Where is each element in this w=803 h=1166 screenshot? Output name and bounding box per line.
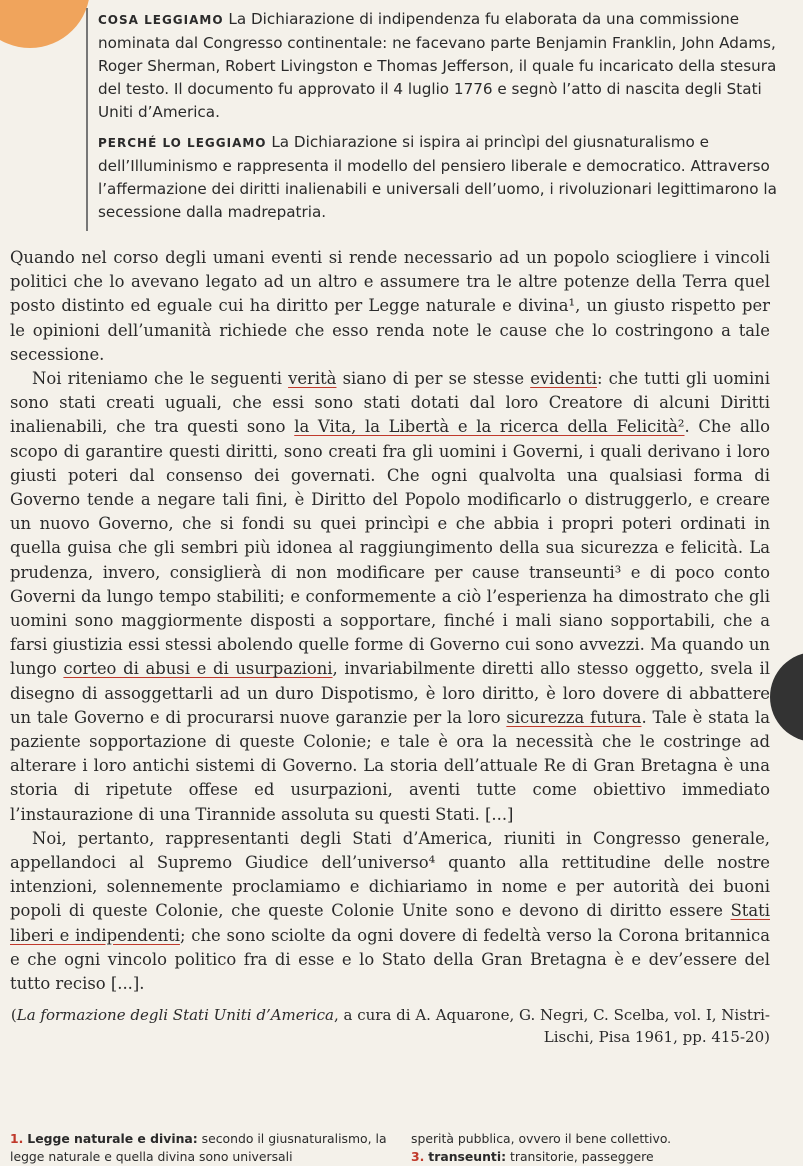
cosa-leggiamo: COSA LEGGIAMO La Dichiarazione di indipendenza fu elaborata da una commissione nominata dal Congresso continentale: ne facevano parte Benjamin Franklin, John Adams, Roger Sherman, Robert Livingston e Thomas Jefferson, il quale fu incaricato della stesura del testo. Il documento fu approvato il 4 luglio 1776 e segnò l’atto di nascita degli Stati Uniti d’America. [98,10,777,121]
intro-box [86,8,798,231]
paragraph-1: Quando nel corso degli umani eventi si rende necessario ad un popolo sciogliere i vincoli politici che lo avevano legato ad un altro e assumere tra le altre potenze della Terra quel posto distinto ed eguale cui ha diritto per Legge naturale e divina¹, un giusto rispetto per le opinioni dell’umanità richiede che esso renda note le cause che lo costringono a tale secessione. [10,248,770,364]
declaration-text [10,246,770,1048]
paragraph-2: Noi riteniamo che le seguenti verità siano di per se stesse evidenti: che tutti gli uomini sono stati creati uguali, che essi sono stati dotati dal loro Creatore di alcuni Diritti inalienabili, che tra questi sono la Vita, la Libertà e la ricerca della Felicità². Che allo scopo di garantire questi diritti, sono creati fra gli uomini i Governi, i quali derivano i loro giusti poteri dal consenso dei governati. Che ogni qualvolta una qualsiasi forma di Governo tende a negare tali fini, è Diritto del Popolo modificarlo o distruggerlo, e creare un nuovo Governo, che si fondi su quei princìpi e che abbia i propri poteri ordinati in quella guisa che gli sembri più idonea al raggiungimento della sua sicurezza e felicità. La prudenza, invero, consiglierà di non modificare per cause transeunti³ e di poco conto Governi da lungo tempo stabiliti; e conformemente a ciò l’esperienza ha dimostrato che gli uomini sono maggiormente disposti a sopportare, finché i mali siano sopportabili, che a farsi giustizia essi stessi abolendo quelle forme di Governo cui sono avvezzi. Ma quando un lungo corteo di abusi e di usurpazioni, invariabilmente diretti allo stesso oggetto, svela il disegno di assoggettarli ad un duro Dispotismo, è loro diritto, è loro dovere di abbattere un tale Governo e di procurarsi nuove garanzie per la loro sicurezza futura. Tale è stata la paziente sopportazione di queste Colonie; e tale è ora la necessità che le costringe ad alterare i loro antichi sistemi di Governo. La storia dell’attuale Re di Gran Bretagna è una storia di ripetute offese ed usurpazioni, aventi tutte come obiettivo immediato l’instaurazione di una Tirannide assoluta su questi Stati. [...] [10,369,770,824]
underline-abusi: corteo di abusi e di usurpazioni [63,659,333,679]
footnote-3: 3. transeunti: transitorie, passeggere [411,1149,654,1164]
underline-evidenti: evidenti [530,369,597,389]
underline-stati-liberi: Stati liberi e indipendenti [10,901,770,945]
underline-diritti: la Vita, la Libertà e la ricerca della Felicità² [294,417,685,437]
underline-sicurezza: sicurezza futura [506,707,642,727]
footnotes [10,1130,790,1166]
source-citation: (La formazione degli Stati Uniti d’America, a cura di A. Aquarone, G. Negri, C. Scelba, vol. I, Nistri-Lischi, Pisa 1961, pp. 415-20) [10,1006,770,1047]
page-edge-shadow [770,652,803,742]
paragraph-3: Noi, pertanto, rappresentanti degli Stati d’America, riuniti in Congresso generale, appellandoci al Supremo Giudice dell’universo⁴ quanto alla rettitudine delle nostre intenzioni, solennemente proclamiamo e dichiariamo in nome e per autorità dei buoni popoli di queste Colonie, che queste Colonie Unite sono e devono di diritto essere Stati liberi e indipendenti; che sono sciolte da ogni dovere di fedeltà verso la Corona britannica e che ogni vincolo politico fra di esse e lo Stato della Gran Bretagna è e dev’essere del tutto reciso [...]. [10,828,771,994]
footnote-1: 1. Legge naturale e divina: secondo il giusnaturalismo, la legge naturale e quella divina sono universali [10,1131,387,1164]
underline-verita: verità [288,369,337,389]
footnote-2: sperità pubblica, ovvero il bene collettivo. [411,1131,672,1146]
orange-circle-decoration [0,0,90,48]
perche-leggiamo: PERCHÉ LO LEGGIAMO La Dichiarazione si ispira ai princìpi del giusnaturalismo e dell’Illuminismo e rappresenta il modello del pensiero liberale e democratico. Attraverso l’affermazione dei diritti inalienabili e universali dell’uomo, i rivoluzionari legittimarono la secessione dalla madrepatria. [98,133,777,221]
